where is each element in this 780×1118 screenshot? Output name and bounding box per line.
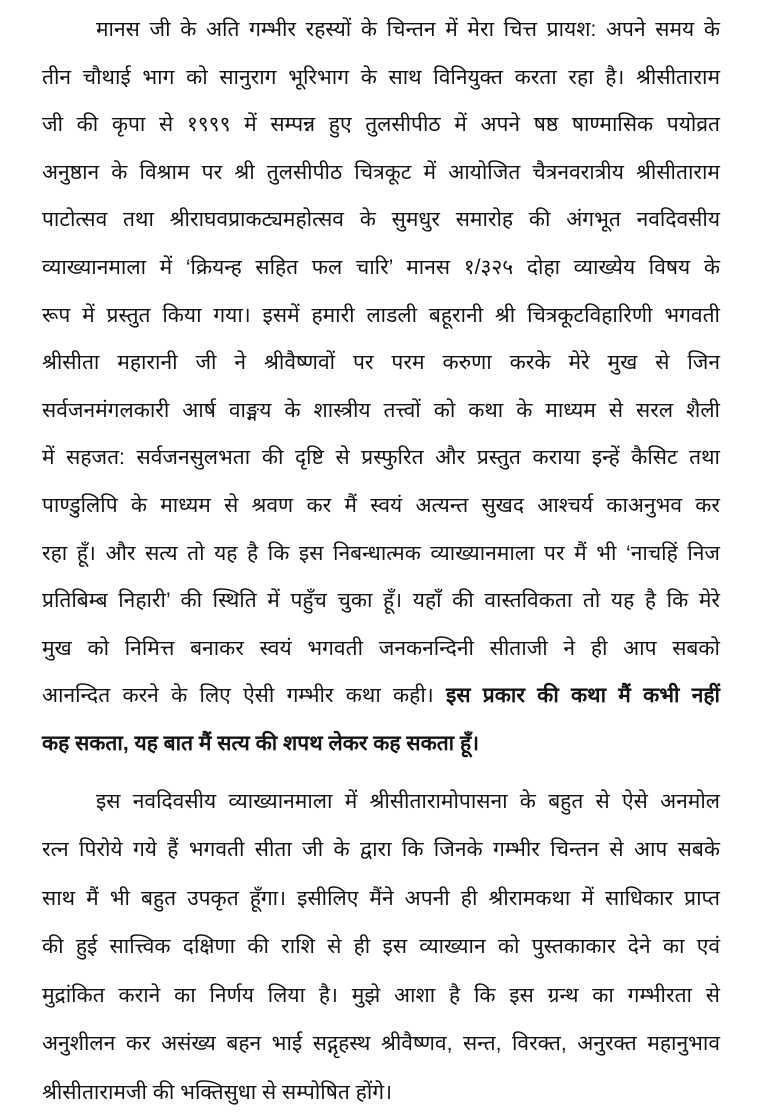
text-bold: इस प्रकार की कथा मैं कभी नहीं: [446, 684, 720, 708]
text-line: पाटोत्सव तथा श्रीराघवप्राकट्यमहोत्सव के सुमधुर समारोह की अंगभूत नवदिवसीय: [42, 208, 720, 232]
text-line: मानस जी के अति गम्भीर रहस्यों के चिन्तन में मेरा चित्त प्रायश: अपने समय के: [96, 18, 720, 41]
text-line: पाण्डुलिपि के माध्यम से श्रवण कर मैं स्वयं अत्यन्त सुखद आश्चर्य काअनुभव कर: [42, 493, 720, 517]
text-line-bold: कह सकता, यह बात मैं सत्य की शपथ लेकर कह सकता हूँ।: [42, 731, 480, 755]
text-line: श्रीसीता महारानी जी ने श्रीवैष्णवों पर परम करुणा करके मेरे मुख से जिन: [42, 351, 720, 375]
document-page: [42, 6, 720, 1118]
text-line: श्रीसीतारामजी की भक्तिसुधा से सम्पोषित होंगे।: [42, 1081, 393, 1105]
text-line: इस नवदिवसीय व्याख्यानमाला में श्रीसीतारामोपासना के बहुत से ऐसे अनमोल: [96, 789, 720, 813]
text-regular: आनन्दित करने के लिए ऐसी गम्भीर कथा कही।: [42, 684, 434, 708]
text-line: की हुई सात्त्विक दक्षिणा की राशि से ही इस व्याख्यान को पुस्तकाकार देने का एवं: [42, 935, 720, 959]
text-line: मुद्रांकित कराने का निर्णय लिया है। मुझे आशा है कि इस ग्रन्थ का गम्भीरता से: [42, 983, 720, 1007]
text-line: सर्वजनमंगलकारी आर्ष वाङ्मय के शास्त्रीय तत्त्वों को कथा के माध्यम से सरल शैली: [42, 398, 720, 422]
text-line: अनुशीलन कर असंख्य बहन भाई सद्गृहस्थ श्रीवैष्णव, सन्त, विरक्त, अनुरक्त महानुभाव: [42, 1032, 720, 1056]
text-line: रत्न पिरोये गये हैं भगवती सीता जी के द्वारा कि जिनके गम्भीर चिन्तन से आप सबके: [42, 838, 720, 862]
text-line: साथ मैं भी बहुत उपकृत हूँगा। इसीलिए मैंने अपनी ही श्रीरामकथा में साधिकार प्राप्त: [42, 886, 720, 910]
text-line: प्रतिबिम्ब निहारी’ की स्थिति में पहुँच चुका हूँ। यहाँ की वास्तविकता तो यह है कि मेरे: [42, 589, 720, 613]
text-line: व्याख्यानमाला में ‘क्रियन्ह सहित फल चारि’ मानस १/३२५ दोहा व्याख्येय विषय के: [42, 255, 720, 279]
text-line: रूप में प्रस्तुत किया गया। इसमें हमारी लाडली बहूरानी श्री चित्रकूटविहारिणी भगवती: [42, 303, 720, 327]
text-line: रहा हूँ। और सत्य तो यह है कि इस निबन्धात्मक व्याख्यानमाला पर मैं भी ‘नाचहिं निज: [42, 541, 720, 565]
paragraph-2: [42, 778, 720, 1118]
text-line: में सहजत: सर्वजनसुलभता की दृष्टि से प्रस्फुरित और प्रस्तुत कराया इन्हें कैसिट तथा: [42, 446, 720, 470]
text-line: जी की कृपा से १९९९ में सम्पन्न हुए तुलसीपीठ में अपने षष्ठ षाण्मासिक पयोव्रत: [42, 113, 720, 137]
text-line: [42, 672, 720, 720]
text-line: तीन चौथाई भाग को सानुराग भूरिभाग के साथ विनियुक्त करता रहा है। श्रीसीताराम: [42, 65, 720, 89]
paragraph-1: [42, 6, 720, 768]
text-line: अनुष्ठान के विश्राम पर श्री तुलसीपीठ चित्रकूट में आयोजित चैत्रनवरात्रीय श्रीसीताराम: [42, 160, 720, 184]
text-line: मुख को निमित्त बनाकर स्वयं भगवती जनकनन्दिनी सीताजी ने ही आप सबको: [42, 636, 720, 660]
